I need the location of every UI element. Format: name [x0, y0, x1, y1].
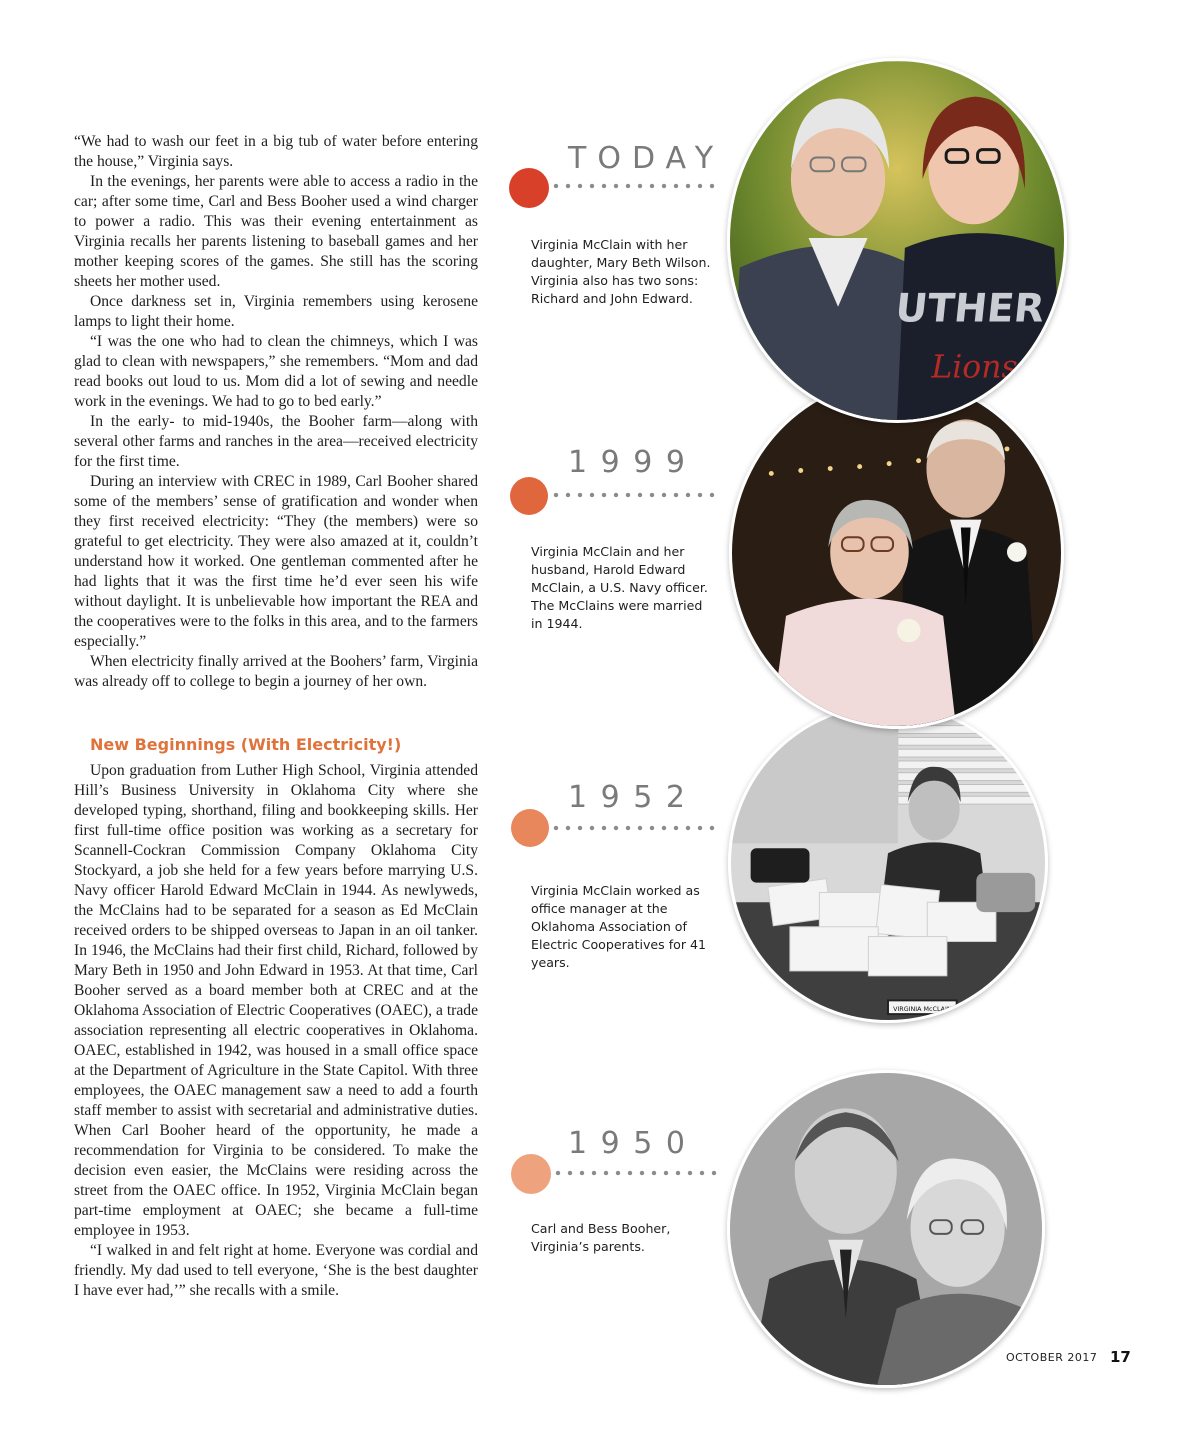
photo-mcclain-couple-1999 — [729, 377, 1064, 729]
timeline-dot-1952 — [511, 809, 549, 847]
timeline-dotted-line-1950 — [552, 1170, 720, 1176]
photo-1999-illustration — [732, 380, 1061, 726]
timeline-dot-today — [509, 168, 549, 208]
timeline-label-1950: 1 9 5 0 — [568, 1126, 687, 1161]
article-paragraph: “I walked in and felt right at home. Everyone was cordial and friendly. My dad used to tell everyone, ‘She is the best daughter I have ever had,’” she recalls with a smile. — [74, 1242, 478, 1299]
photo-1950-illustration — [730, 1073, 1042, 1385]
article-column — [74, 132, 478, 1301]
article-paragraph: In the early- to mid-1940s, the Booher farm—along with several other farms and ranches in the area—received electricity for the first time. — [74, 413, 478, 470]
caption-1952: Virginia McClain worked as office manager at the Oklahoma Association of Electric Cooperatives for 41 years. — [531, 883, 707, 970]
photo-carl-bess-booher — [727, 1070, 1045, 1388]
article-paragraph: When electricity finally arrived at the Boohers’ farm, Virginia was already off to college to begin a journey of her own. — [74, 653, 478, 690]
timeline-label-1999: 1 9 9 9 — [568, 445, 687, 480]
article-paragraph: During an interview with CREC in 1989, Carl Booher shared some of the members’ sense of gratification and wonder when they first received electricity: “They (the members) were so grateful to get electricity. They were also amazed at it, couldn’t understand how it worked. One gentleman commented after he had lights that it was the first time he’d ever seen his wife without daylight. It is unbelievable how important the REA and the cooperatives were to the folks in this area, and to the farmers especially.” — [74, 473, 478, 650]
timeline-dot-1999 — [510, 477, 548, 515]
timeline-label-1952: 1 9 5 2 — [568, 780, 687, 815]
photo-office-1952 — [728, 703, 1048, 1023]
timeline-dotted-line-1952 — [550, 825, 720, 831]
caption-1950: Carl and Bess Booher, Virginia’s parents. — [531, 1221, 671, 1254]
article-paragraph: Once darkness set in, Virginia remembers using kerosene lamps to light their home. — [74, 293, 478, 330]
nameplate-text: VIRGINIA McCLAIN — [893, 1005, 952, 1014]
timeline-dotted-line-today — [550, 183, 720, 189]
section-heading: New Beginnings (With Electricity!) — [90, 735, 402, 754]
photo-virginia-and-daughter — [727, 58, 1067, 423]
article-paragraph: In the evenings, her parents were able to access a radio in the car; after some time, Carl and Bess Booher used a wind charger to power a radio. This was their evening entertainment as Virginia recalls her parents listening to baseball games and her mother keeping scores of the games. She still has the scoring sheets her mother used. — [74, 173, 478, 290]
timeline-dotted-line-1999 — [550, 492, 720, 498]
footer-date: OCTOBER 2017 — [1006, 1351, 1098, 1364]
photo-1952-illustration — [731, 706, 1045, 1020]
article-paragraph: “We had to wash our feet in a big tub of water before entering the house,” Virginia says. — [74, 133, 478, 170]
photo-today-illustration — [730, 61, 1064, 420]
shirt-text-uther: UTHER — [893, 285, 1047, 332]
article-paragraph: “I was the one who had to clean the chimneys, which I was glad to clean with newspapers,” she remembers. “Mom and dad read books out loud to us. Mom did a lot of sewing and needle work in the evenings. We had to go to bed early.” — [74, 333, 478, 410]
shirt-text-lions: Lions — [931, 349, 1018, 386]
caption-1999: Virginia McClain and her husband, Harold Edward McClain, a U.S. Navy officer. The McClains were married in 1944. — [531, 544, 708, 631]
page-number: 17 — [1110, 1348, 1131, 1366]
article-paragraph: Upon graduation from Luther High School, Virginia attended Hill’s Business University in Oklahoma City where she developed typing, shorthand, filing and bookkeeping skills. Her first full-time office position was working as a secretary for Scannell-Cockran Commission Company Oklahoma City Stockyard, a job she held for a few years before marrying U.S. Navy officer Harold Edward McClain in 1944. As newlyweds, the McClains had to be separated for a season as Ed McClain received orders to be shipped overseas to Japan in an oil tanker. In 1946, the McClains had their first child, Richard, followed by Mary Beth in 1950 and John Edward in 1953. At that time, Carl Booher served as a board member both at CREC and at the Oklahoma Association of Electric Cooperatives (OAEC), a trade association representing all electric cooperatives in Oklahoma. OAEC, established in 1942, was housed in a small office space at the Department of Agriculture in the State Capitol. With three employees, the OAEC management saw a need to add a fourth staff member to assist with secretarial and administrative duties. When Carl Booher heard of the opportunity, he made a recommendation for Virginia to be considered. To make the decision even easier, the McClains were residing across the street from the OAEC office. In 1952, Virginia McClain began part-time employment at OAEC; she became a full-time employee in 1953. — [74, 762, 478, 1239]
timeline-label-today: TODAY — [568, 141, 725, 176]
timeline-dot-1950 — [511, 1154, 551, 1194]
caption-today: Virginia McClain with her daughter, Mary Beth Wilson. Virginia also has two sons: Richard and John Edward. — [531, 237, 711, 306]
